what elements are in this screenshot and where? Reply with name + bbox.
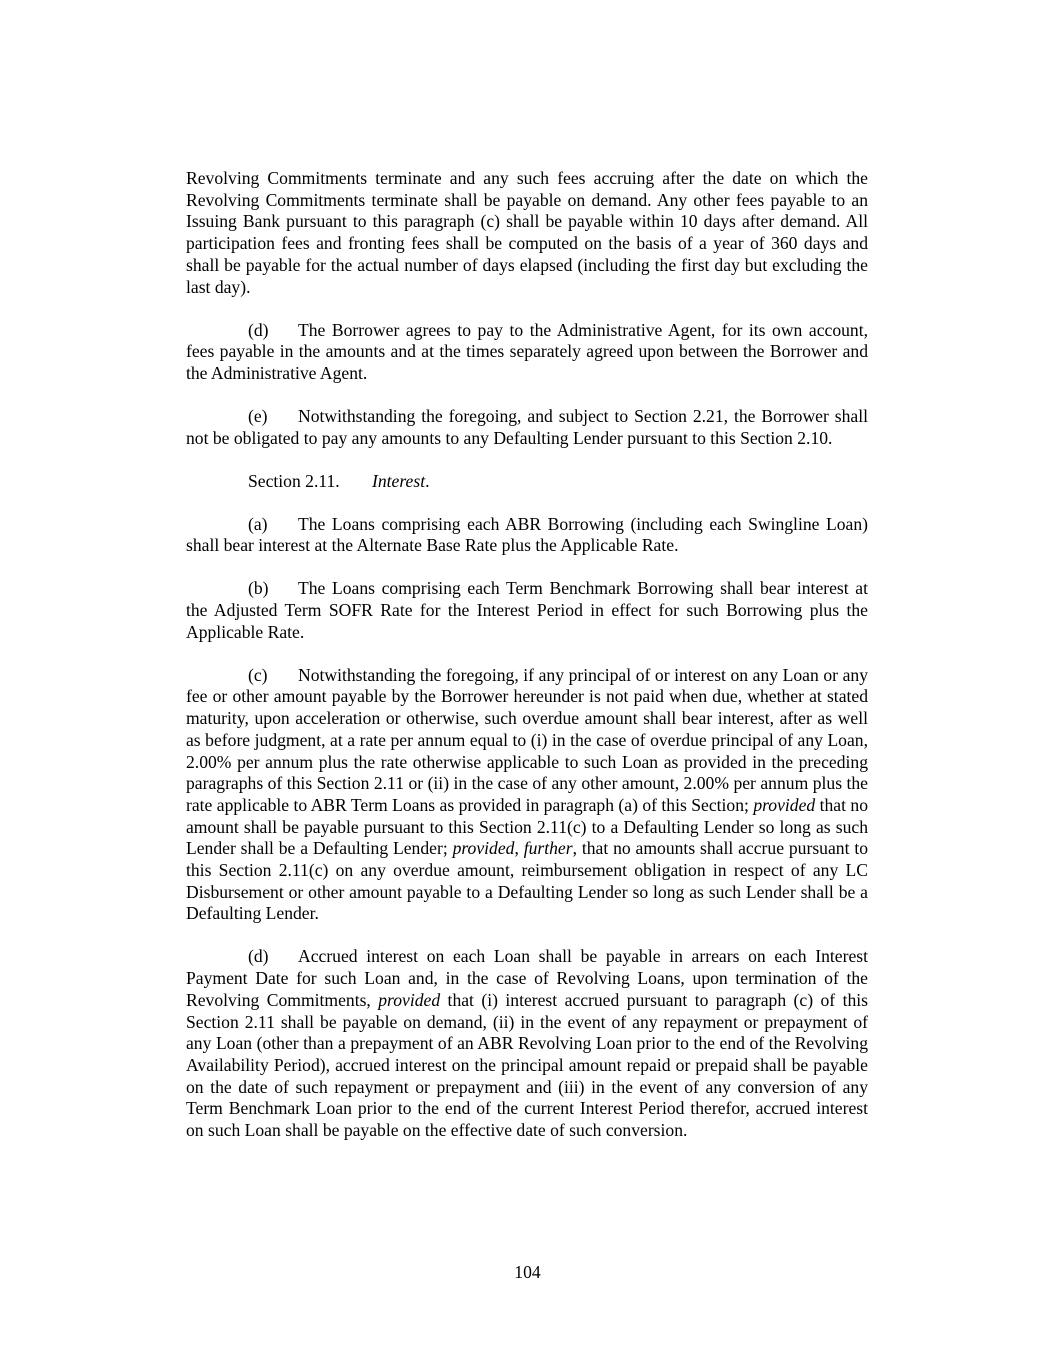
page-number: 104 [514, 1262, 541, 1282]
section-title-punct: . [425, 470, 430, 491]
paragraph-text: The Loans comprising each ABR Borrowing (including each Swingline Loan) shall bear interest at the Alternate Base Rate plus the Applicable Rate. [186, 513, 868, 556]
paragraph-2-10-d [186, 320, 868, 385]
paragraph-label: (d) [248, 946, 269, 967]
italic-term: provided [378, 989, 441, 1010]
paragraph-fees-continuation [186, 168, 868, 298]
paragraph-text: , [514, 838, 524, 859]
paragraph-label: (d) [248, 319, 269, 340]
paragraph-text: Notwithstanding the foregoing, and subject to Section 2.21, the Borrower shall not be obligated to pay any amounts to any Defaulting Lender pursuant to this Section 2.10. [186, 405, 868, 448]
paragraph-2-11-d [186, 946, 868, 1141]
paragraph-text: Revolving Commitments terminate and any such fees accruing after the date on which the Revolving Commitments terminate shall be payable on demand. Any other fees payable to an Issuing Bank pursuant to this paragraph (c) shall be payable within 10 days after demand. All participation fees and fronting fees shall be computed on the basis of a year of 360 days and shall be payable for the actual number of days elapsed (including the first day but excluding the last day). [186, 168, 868, 297]
paragraph-label: (e) [248, 405, 268, 426]
paragraph-text: Accrued interest on each Loan shall be payable in arrears on each Interest Payment Date for such Loan and, in the case of Revolving Loans, upon termination of the Revolving Commitments, [186, 946, 868, 1010]
italic-term: provided [753, 794, 816, 815]
paragraph-2-11-a [186, 514, 868, 557]
paragraph-2-11-b [186, 578, 868, 643]
paragraph-text: that no amount shall be payable pursuant to this Section 2.11(c) to a Defaulting Lender so long as such Lender shall be a Defaulting Lender; [186, 794, 868, 859]
paragraph-label: (a) [248, 513, 268, 534]
paragraph-text: The Borrower agrees to pay to the Administrative Agent, for its own account, fees payable in the amounts and at the times separately agreed upon between the Borrower and the Administrative Agent. [186, 319, 868, 383]
paragraph-label: (b) [248, 578, 269, 599]
section-heading-2-11 [186, 471, 868, 493]
paragraph-2-11-c [186, 665, 868, 925]
paragraph-text: The Loans comprising each Term Benchmark Borrowing shall bear interest at the Adjusted Term SOFR Rate for the Interest Period in effect for such Borrowing plus the Applicable Rate. [186, 578, 868, 642]
paragraph-text: that (i) interest accrued pursuant to paragraph (c) of this Section 2.11 shall be payable on demand, (ii) in the event of any repayment or prepayment of any Loan (other than a prepayment of an ABR Revolving Loan prior to the end of the Revolving Availability Period), accrued interest on the principal amount repaid or prepaid shall be payable on the date of such repayment or prepayment and (iii) in the event of any conversion of any Term Benchmark Loan prior to the end of the current Interest Period therefor, accrued interest on such Loan shall be payable on the effective date of such conversion. [186, 989, 868, 1141]
italic-term: provided [452, 838, 515, 859]
document-body [186, 168, 868, 1163]
section-number: Section 2.11. [248, 470, 340, 491]
paragraph-text: Notwithstanding the foregoing, if any principal of or interest on any Loan or any fee or other amount payable by the Borrower hereunder is not paid when due, whether at stated maturity, upon acceleration or otherwise, such overdue amount shall bear interest, after as well as before judgment, at a rate per annum equal to (i) in the case of overdue principal of any Loan, 2.00% per annum plus the rate otherwise applicable to such Loan as provided in the preceding paragraphs of this Section 2.11 or (ii) in the case of any other amount, 2.00% per annum plus the rate applicable to ABR Term Loans as provided in paragraph (a) of this Section; [186, 664, 868, 815]
paragraph-2-10-e [186, 406, 868, 449]
paragraph-text: , that no amounts shall accrue pursuant to this Section 2.11(c) on any overdue amount, reimbursement obligation in respect of any LC Disbursement or other amount payable to a Defaulting Lender so long as such Lender shall be a Defaulting Lender. [186, 838, 868, 924]
section-title: Interest [372, 470, 426, 491]
paragraph-label: (c) [248, 664, 268, 685]
italic-term: further [523, 838, 573, 859]
